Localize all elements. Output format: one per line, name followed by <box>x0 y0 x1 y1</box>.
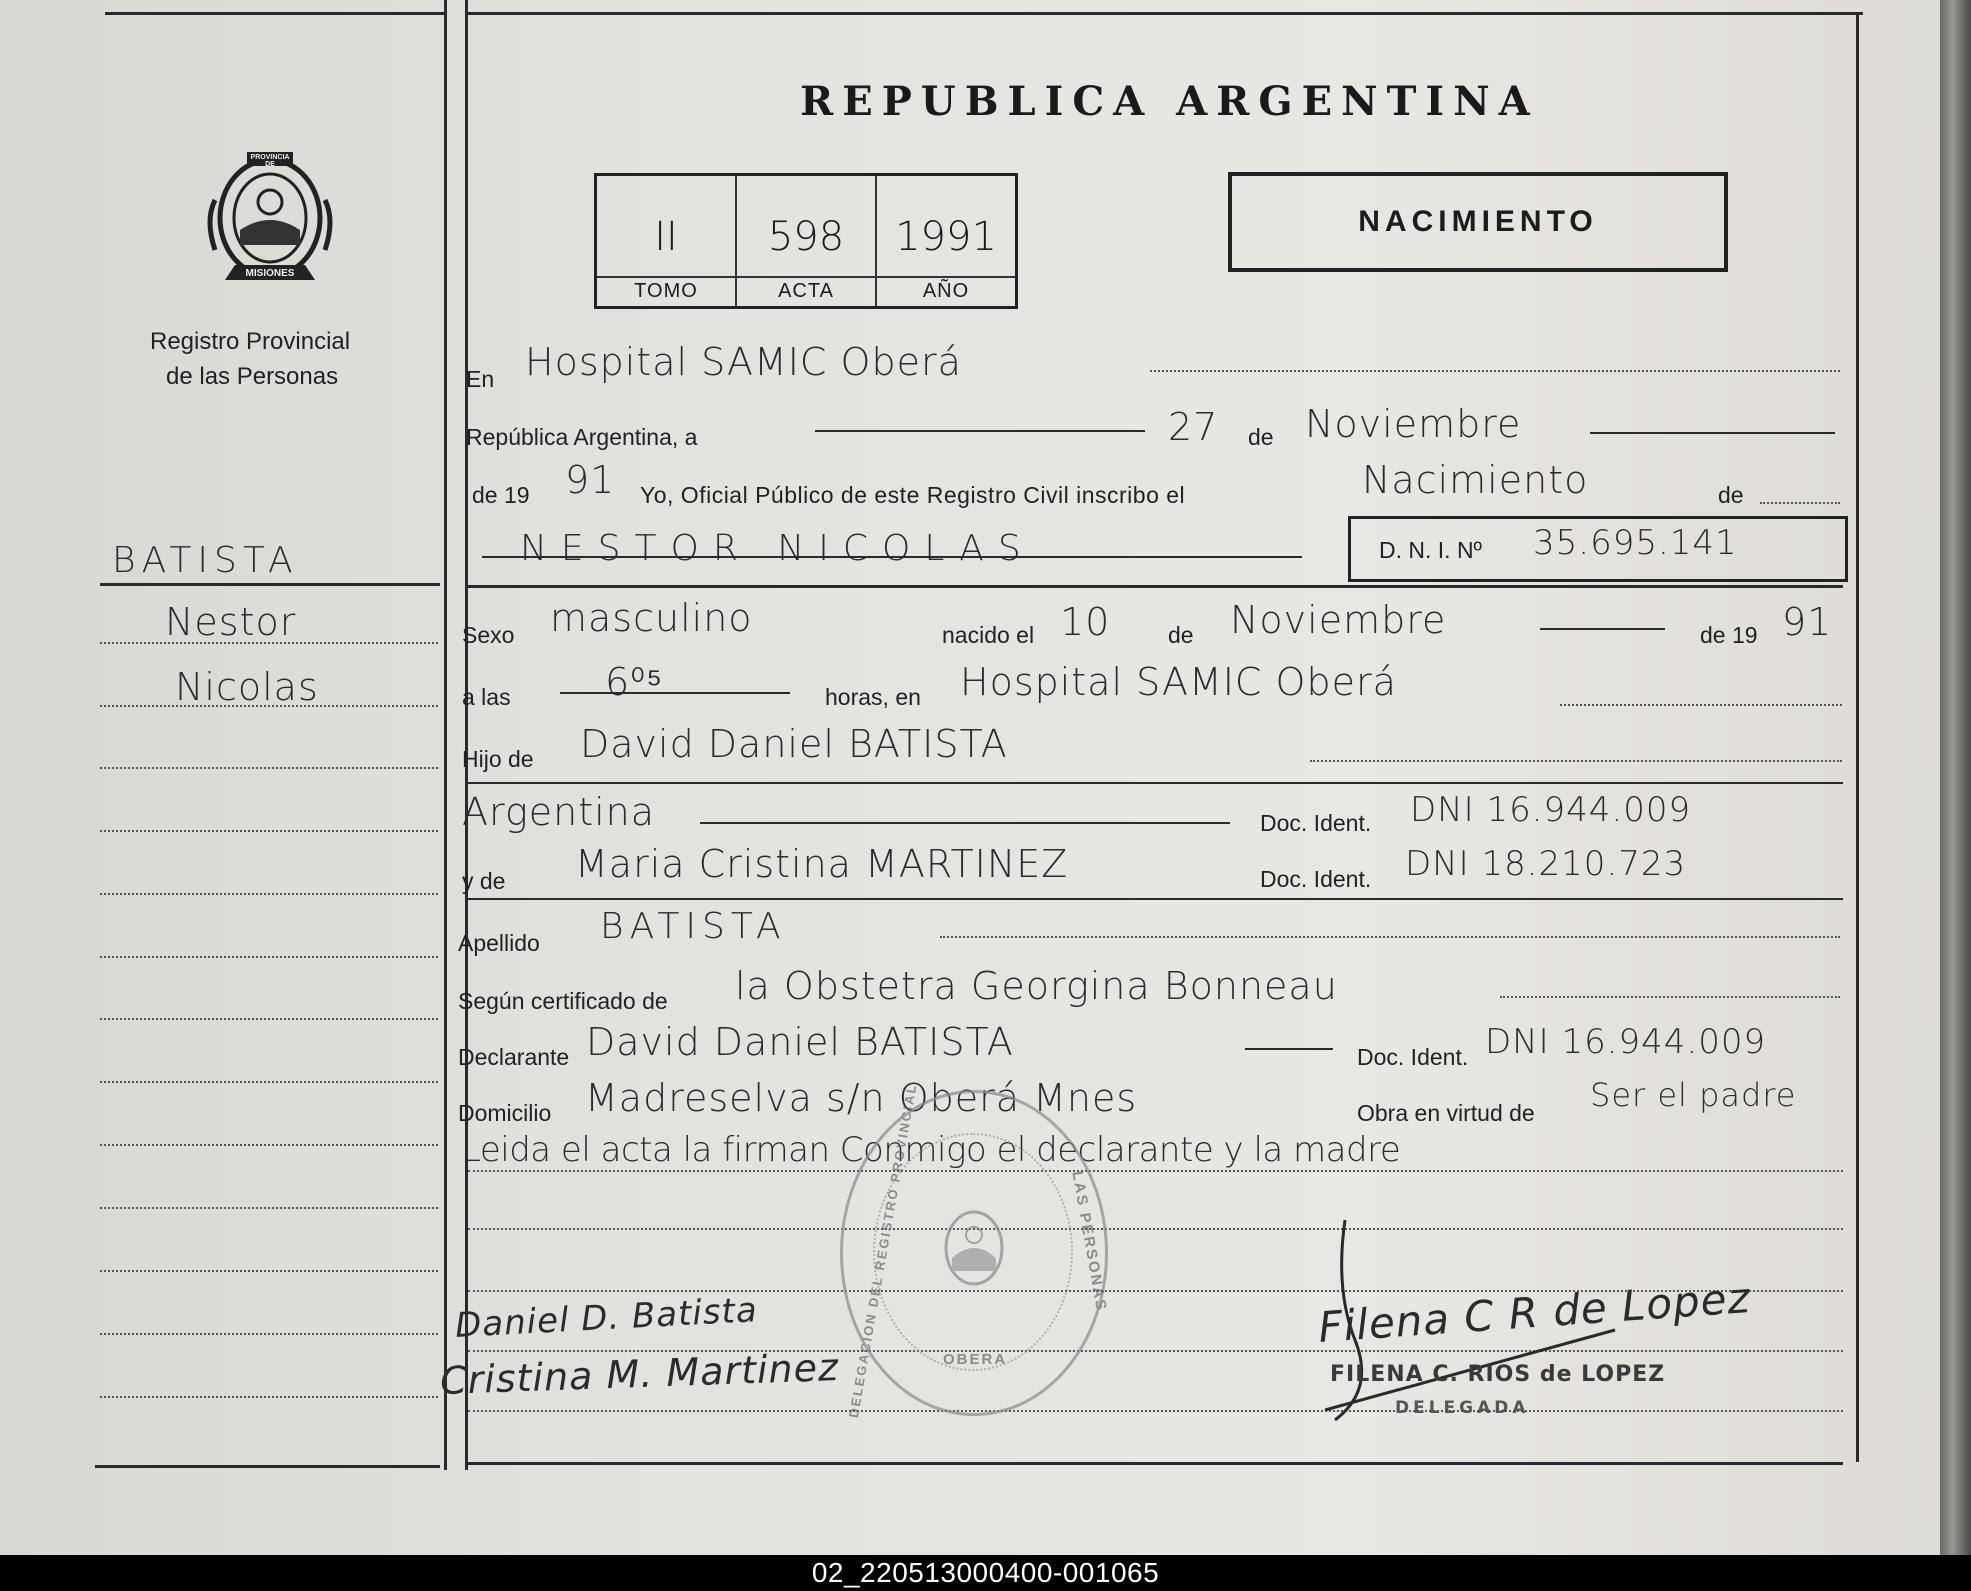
hijo-label: Hijo de <box>462 746 534 772</box>
apellido-value: BATISTA <box>600 906 787 947</box>
record-number-box <box>594 173 1018 309</box>
mother-doc: DNI 18.210.723 <box>1405 844 1687 884</box>
father-doc: DNI 16.944.009 <box>1410 790 1692 830</box>
margin-rule <box>100 893 438 895</box>
seal-bottom-text: OBERA <box>943 1351 1008 1368</box>
margin-rule <box>100 1144 438 1146</box>
seal-ring-text-right: LAS PERSONAS <box>1068 1169 1110 1314</box>
declarante-label: Declarante <box>458 1044 570 1070</box>
closing-note: Leida el acta la firman Conmigo el declarante y la madre <box>462 1130 1401 1170</box>
margin-rule <box>100 1081 438 1083</box>
margin-divider-right <box>465 0 468 1470</box>
margin-rule <box>100 1396 438 1398</box>
acta-cell <box>737 176 877 306</box>
doc-label: Doc. Ident. <box>1260 810 1372 836</box>
nacido-label: nacido el <box>942 622 1035 648</box>
yde-label: y de <box>462 868 506 894</box>
doc-label2: Doc. Ident. <box>1260 866 1372 892</box>
margin-surname: BATISTA <box>112 540 299 581</box>
domicilio-value: Madreselva s/n Oberá Mnes <box>585 1076 1138 1120</box>
margin-rule <box>100 1333 438 1335</box>
official-signature-flourish <box>1315 1210 1715 1430</box>
day-value: 27 <box>1168 405 1219 449</box>
birth-place: Hospital SAMIC Oberá <box>960 660 1397 704</box>
declarante-rule <box>1245 1048 1333 1050</box>
margin-rule <box>100 830 438 832</box>
month-rule <box>1590 432 1835 434</box>
father-signature: Daniel D. Batista <box>454 1290 759 1346</box>
section-rule <box>468 585 1843 588</box>
right-border <box>1856 12 1859 1462</box>
mother-section-rule <box>468 898 1843 900</box>
sexo-label: Sexo <box>462 622 515 648</box>
de-label2: de <box>1718 482 1744 508</box>
mother-value: Maria Cristina MARTINEZ <box>575 842 1069 886</box>
tomo-value: II <box>654 214 678 260</box>
birth-day: 10 <box>1060 600 1111 644</box>
apellido-rule <box>940 936 1840 938</box>
margin-divider-left <box>444 0 447 1470</box>
alas-label: a las <box>462 684 511 710</box>
emblem-top-text: PROVINCIA DE <box>250 154 290 168</box>
birth-place-rule <box>1560 704 1842 706</box>
en-value: Hospital SAMIC Oberá <box>525 340 962 384</box>
closing-rule <box>468 1170 1843 1172</box>
dni-label: D. N. I. Nº <box>1379 537 1482 563</box>
birth-month-rule <box>1540 628 1665 630</box>
father-section-rule <box>468 782 1843 784</box>
act-value: Nacimiento <box>1362 458 1589 502</box>
margin-rule <box>100 956 438 958</box>
nationality-rule <box>700 822 1230 824</box>
top-rule-right <box>468 12 1863 15</box>
father-nationality: Argentina <box>462 790 656 834</box>
margin-rule <box>100 705 438 707</box>
year-suffix: 91 <box>565 458 616 502</box>
dni-box <box>1348 516 1848 582</box>
margin-first-name: Nestor <box>165 600 297 644</box>
alas-rule <box>560 692 790 694</box>
de19-label2: de 19 <box>1700 622 1758 648</box>
father-value: David Daniel BATISTA <box>580 722 1008 766</box>
en-rule <box>1150 370 1840 372</box>
margin-rule <box>100 1018 438 1020</box>
seal-ring-text-left: DELEGACION DEL REGISTRO PROVINCIAL <box>845 1082 920 1419</box>
hour-value: 6⁰⁵ <box>605 660 664 704</box>
top-rule-left <box>105 12 445 15</box>
seal-emblem-icon <box>938 1203 1010 1293</box>
birth-month: Noviembre <box>1230 598 1447 642</box>
acta-value: 598 <box>767 214 845 260</box>
margin-bottom-rule <box>95 1465 440 1468</box>
obra-value: Ser el padre <box>1590 1076 1797 1114</box>
tomo-cell <box>597 176 737 306</box>
oficial-text: Yo, Oficial Público de este Registro Civil inscribo el <box>640 482 1186 508</box>
act-type-box: NACIMIENTO <box>1228 172 1728 272</box>
tomo-label: TOMO <box>597 276 735 303</box>
de-label3: de <box>1168 622 1194 648</box>
de-label: de <box>1248 424 1274 450</box>
margin-rule <box>100 1207 438 1209</box>
republica-label: República Argentina, a <box>466 424 698 450</box>
name-value: NESTOR NICOLAS <box>520 528 1035 569</box>
emblem-bottom-text: MISIONES <box>245 268 295 279</box>
registry-line1: Registro Provincial <box>150 328 351 355</box>
official-seal <box>840 1082 1110 1419</box>
registry-line2: de las Personas <box>166 363 339 390</box>
scan-caption: 02_220513000400-001065 <box>0 1555 1971 1591</box>
page-title: REPUBLICA ARGENTINA <box>800 78 1539 125</box>
anio-cell <box>877 176 1015 306</box>
margin-rule <box>100 1270 438 1272</box>
doc-label3: Doc. Ident. <box>1357 1044 1469 1070</box>
de-rule <box>1760 502 1840 504</box>
anio-value: 1991 <box>895 214 997 260</box>
father-rule <box>1310 760 1842 762</box>
obra-label: Obra en virtud de <box>1357 1100 1535 1126</box>
official-stamp-title: DELEGADA <box>1395 1398 1530 1418</box>
republica-rule <box>815 430 1145 432</box>
month-value: Noviembre <box>1305 402 1522 446</box>
mother-signature: Cristina M. Martinez <box>439 1345 840 1403</box>
birth-year-suffix: 91 <box>1782 600 1833 644</box>
en-label: En <box>466 366 495 392</box>
margin-surname-rule <box>100 583 440 586</box>
book-edge <box>1940 0 1971 1555</box>
declarante-value: David Daniel BATISTA <box>586 1020 1014 1064</box>
segun-rule <box>1500 996 1840 998</box>
declarante-doc: DNI 16.944.009 <box>1485 1022 1767 1062</box>
acta-label: ACTA <box>737 276 875 303</box>
de19-label: de 19 <box>472 482 530 508</box>
segun-value: la Obstetra Georgina Bonneau <box>735 964 1338 1008</box>
segun-label: Según certificado de <box>458 988 668 1014</box>
sexo-value: masculino <box>550 596 753 640</box>
bottom-rule <box>468 1462 1843 1465</box>
official-stamp-name: FILENA C. RIOS de LOPEZ <box>1330 1362 1666 1387</box>
margin-second-name: Nicolas <box>175 665 319 709</box>
anio-label: AÑO <box>877 276 1015 303</box>
apellido-label: Apellido <box>458 930 540 956</box>
margin-rule <box>100 642 438 644</box>
margin-rule <box>100 767 438 769</box>
official-signature: Filena C R de Lopez <box>1316 1272 1752 1353</box>
horas-label: horas, en <box>825 684 921 710</box>
domicilio-label: Domicilio <box>458 1100 552 1126</box>
dni-value: 35.695.141 <box>1533 523 1738 563</box>
name-rule <box>482 556 1302 558</box>
emblem <box>195 140 345 300</box>
